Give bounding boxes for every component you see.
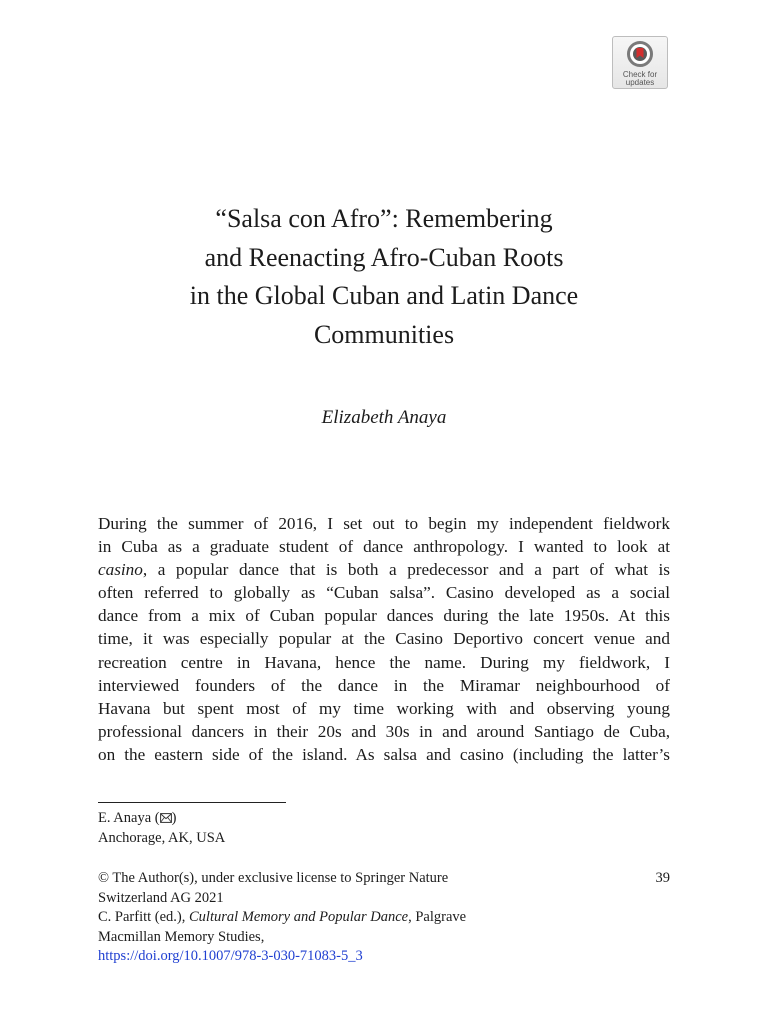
chapter-title-line: in the Global Cuban and Latin Dance	[189, 281, 579, 310]
affiliation-name-prefix: E. Anaya (	[98, 810, 160, 826]
body-line: interviewed founders of the dance in the Miramar neighbourhood of	[98, 675, 670, 695]
chapter-title-line: and Reenacting Afro-Cuban Roots	[204, 242, 564, 272]
citation-editor: C. Parfitt (ed.),	[98, 909, 190, 925]
book-title: Cultural Memory and Popular Dance	[189, 909, 409, 925]
body-line: During the summer of 2016, I set out to begin my independent fieldwork	[98, 514, 670, 533]
chapter-title-line: Communities	[313, 319, 455, 349]
chapter-author: Elizabeth Anaya	[321, 407, 447, 428]
body-line: often referred to globally as “Cuban salsa”. Casino developed as a social	[98, 583, 670, 603]
body-line	[98, 558, 670, 581]
body-paragraph	[98, 512, 670, 766]
chapter-title-line: “Salsa con Afro”: Remembering	[215, 204, 553, 233]
body-line: professional dancers in their 20s and 30s in and around Santiago de Cuba,	[98, 721, 670, 741]
footnote-separator	[98, 802, 286, 803]
affiliation-location: Anchorage, AK, USA	[98, 830, 226, 846]
doi-link[interactable]: https://doi.org/10.1007/978-3-030-71083-5_3	[98, 948, 363, 964]
crossmark-icon	[627, 41, 653, 67]
check-for-updates-badge[interactable]	[612, 36, 668, 89]
doi-line	[98, 947, 558, 967]
affiliation-name-suffix: )	[171, 810, 177, 826]
envelope-icon[interactable]	[160, 813, 172, 823]
affiliation-name	[98, 808, 225, 828]
citation-line	[98, 908, 558, 928]
body-line: recreation centre in Havana, hence the name. During my fieldwork, I	[98, 652, 670, 672]
page-number: 39	[655, 870, 670, 886]
citation-series: Macmillan Memory Studies,	[98, 928, 265, 945]
author-affiliation	[98, 808, 225, 848]
body-line: in Cuba as a graduate student of dance anthropology. I wanted to look at	[98, 537, 670, 557]
italic-term: casino	[98, 560, 143, 580]
copyright-line: © The Author(s), under exclusive license to Springer Nature	[98, 870, 449, 886]
chapter-title	[98, 200, 670, 354]
citation-publisher: , Palgrave	[408, 909, 467, 925]
body-line: time, it was especially popular at the Casino Deportivo concert venue and	[98, 629, 670, 649]
body-line: Havana but spent most of my time working with and observing young	[98, 698, 670, 718]
badge-label-line1: Check for	[622, 70, 658, 79]
badge-label-line2: updates	[625, 78, 655, 87]
body-line: dance from a mix of Cuban popular dances during the late 1950s. At this	[98, 606, 670, 626]
body-line: on the eastern side of the island. As salsa and casino (including the latter’s	[98, 744, 670, 764]
body-line-rest: , a popular dance that is both a predecessor and a part of what is	[142, 560, 670, 580]
copyright-line: Switzerland AG 2021	[98, 889, 224, 906]
copyright-block	[98, 869, 558, 967]
